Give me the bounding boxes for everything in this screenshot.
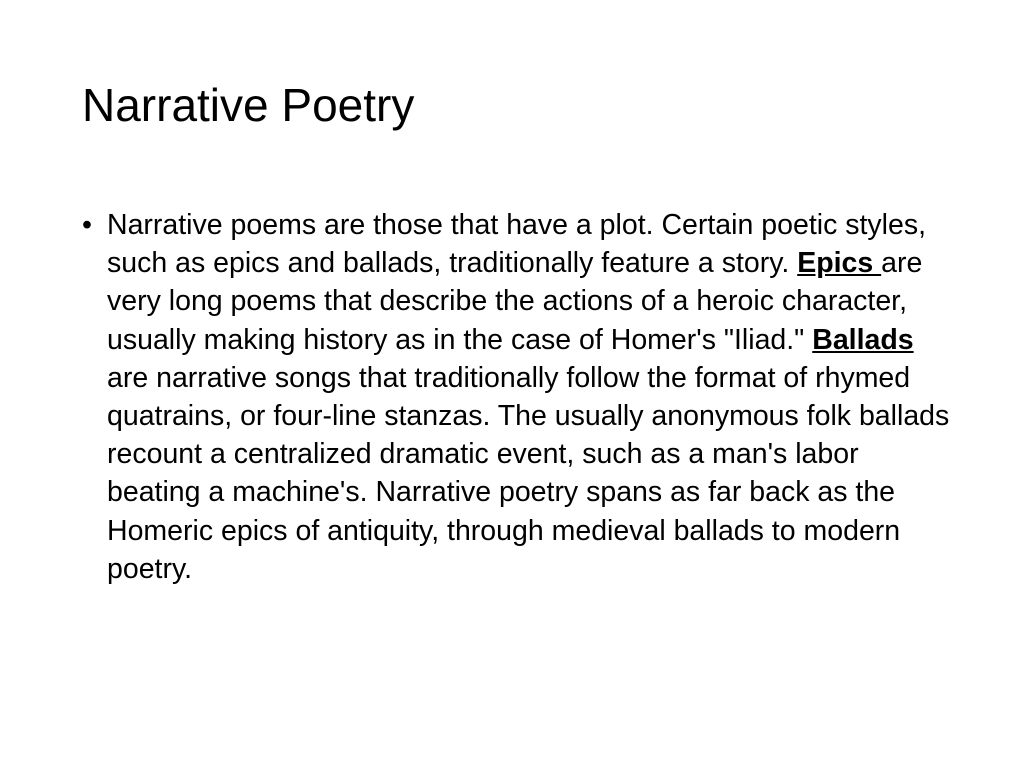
bullet-item [82,206,954,588]
intro-text: Narrative poems are those that have a plot. Certain poetic styles, such as epics and ballads, traditionally feature a story. [107,209,926,280]
slide-title: Narrative Poetry [82,79,415,131]
ballads-definition: are narrative songs that traditionally follow the format of rhymed quatrains, or four-line stanzas. The usually anonymous folk ballads recount a centralized dramatic event, such as a man's labor beating a machine's. Narrative poetry spans as far back as the Homeric epics of antiquity, through medieval ballads to modern poetry. [107,361,950,585]
bullet-icon: • [82,209,92,241]
term-ballads: Ballads [812,323,914,356]
term-epics: Epics [797,247,882,280]
epics-definition: are very long poems that describe the actions of a heroic character, usually making history as in the case of Homer's "Iliad." [107,247,923,356]
slide-body [82,206,954,588]
